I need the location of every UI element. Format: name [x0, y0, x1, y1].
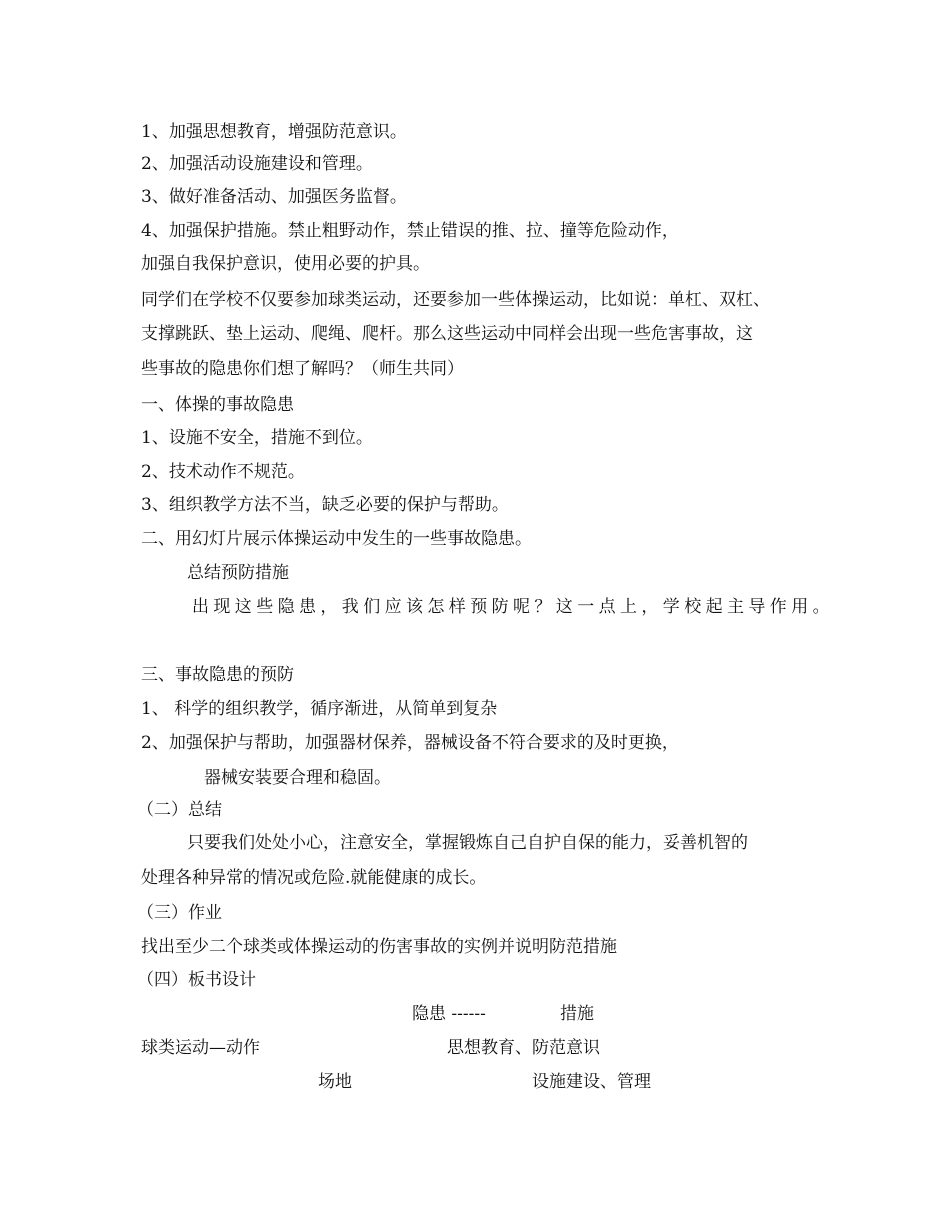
prevention-question: 出现这些隐患，我们应该怎样预防呢？这一点上，学校起主导作用。 — [192, 597, 834, 617]
summary-paragraph-2: 处理各种异常的情况或危险.就能健康的成长。 — [141, 868, 487, 888]
board-row2-measure: 设施建设、管理 — [532, 1072, 651, 1092]
section-heading-1: 一、体操的事故隐患 — [141, 395, 294, 415]
section-heading-2: 二、用幻灯片展示体操运动中发生的一些事故隐患。 — [141, 529, 532, 549]
board-row2-hazard: 场地 — [318, 1072, 352, 1092]
hazard-item-2: 2、技术动作不规范。 — [141, 462, 305, 482]
summary-paragraph-1: 只要我们处处小心，注意安全，掌握锻炼自己自护自保的能力，妥善机智的 — [187, 833, 748, 853]
section-board-heading: （四）板书设计 — [137, 970, 256, 990]
measure-line-4-cont: 加强自我保护意识，使用必要的护具。 — [141, 254, 430, 274]
board-row1-hazard: 球类运动—动作 — [141, 1038, 260, 1058]
summary-prevention-label: 总结预防措施 — [187, 563, 289, 583]
measure-line-2: 2、加强活动设施建设和管理。 — [141, 154, 373, 174]
hazard-item-1: 1、设施不安全，措施不到位。 — [141, 428, 373, 448]
measure-line-1: 1、加强思想教育，增强防范意识。 — [141, 122, 407, 142]
board-row1-measure: 思想教育、防范意识 — [447, 1038, 600, 1058]
section-summary-heading: （二）总结 — [137, 800, 222, 820]
prevention-item-2: 2、加强保护与帮助，加强器材保养，器械设备不符合要求的及时更换， — [141, 733, 679, 753]
paragraph-gymnastics-intro-1: 同学们在学校不仅要参加球类运动，还要参加一些体操运动，比如说：单杠、双杠、 — [141, 290, 770, 310]
measure-line-3: 3、做好准备活动、加强医务监督。 — [141, 187, 407, 207]
board-header-hazard: 隐患 ------ — [412, 1004, 486, 1024]
measure-line-4: 4、加强保护措施。禁止粗野动作，禁止错误的推、拉、撞等危险动作， — [141, 221, 679, 241]
hazard-item-3: 3、组织教学方法不当，缺乏必要的保护与帮助。 — [141, 495, 509, 515]
paragraph-gymnastics-intro-3: 些事故的隐患你们想了解吗？（师生共同） — [141, 359, 464, 379]
homework-text: 找出至少二个球类或体操运动的伤害事故的实例并说明防范措施 — [141, 937, 617, 957]
paragraph-gymnastics-intro-2: 支撑跳跃、垫上运动、爬绳、爬杆。那么这些运动中同样会出现一些危害事故，这 — [141, 324, 753, 344]
prevention-item-1: 1、 科学的组织教学，循序渐进，从简单到复杂 — [141, 699, 498, 719]
section-heading-3: 三、事故隐患的预防 — [141, 665, 294, 685]
board-header-measures: 措施 — [560, 1004, 594, 1024]
prevention-item-2-cont: 器械安装要合理和稳固。 — [204, 768, 391, 788]
section-homework-heading: （三）作业 — [137, 903, 222, 923]
